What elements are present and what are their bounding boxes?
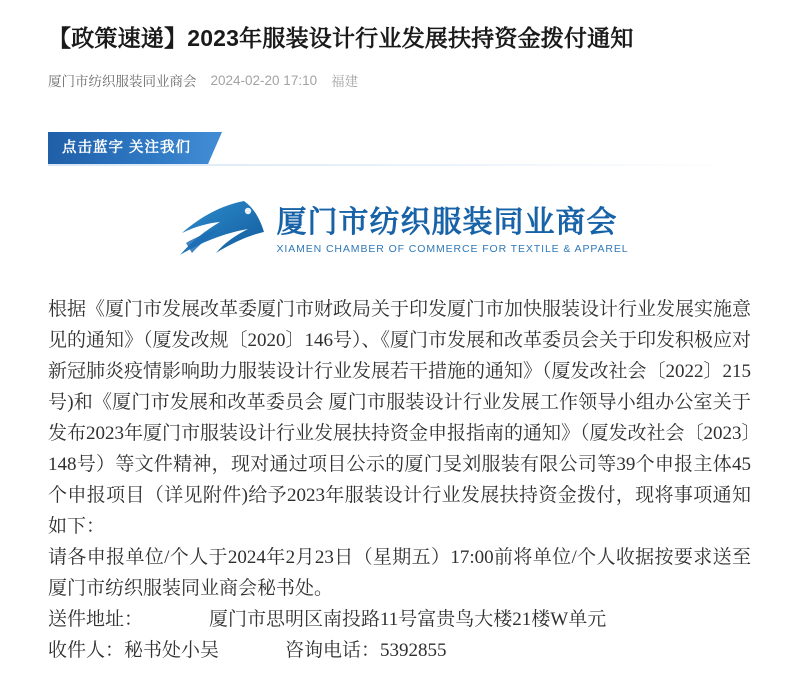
banner-arrow-tail [208,132,222,164]
article-body [48,294,751,666]
banner-underline-divider [48,164,751,166]
body-paragraph-2: 请各申报单位/个人于2024年2月23日（星期五）17:00前将单位/个人收据按要求送至厦门市纺织服装同业商会秘书处。 [48,547,751,600]
body-paragraph-1: 根据《厦门市发展改革委厦门市财政局关于印发厦门市加快服装设计行业发展实施意见的通知》（厦发改规〔2020〕146号）、《厦门市发展和改革委员会关于印发积极应对新冠肺炎疫情影响助力服装设计行业发展若干措施的通知》（厦发改社会〔2022〕215号)和《厦门市发展和改革委员会 厦门市服装设计行业发展工作领导小组办公室关于发布2023年厦门市服装设计行业发展扶持资金申报指南的通知》（厦发改社会〔2023〕148号）等文件精神，现对通过项目公示的厦门旻刘服装有限公司等39个申报主体45个申报项目（详见附件)给予2023年服装设计行业发展扶持资金拨付，现将事项通知如下： [48,299,752,538]
address-value: 厦门市思明区南投路11号富贵鸟大楼21楼W单元 [209,609,607,631]
logo-chinese-name: 厦门市纺织服装同业商会 [276,205,618,239]
publish-date: 2024-02-20 17:10 [210,72,318,88]
logo-inner [170,199,628,261]
follow-banner-label: 点击蓝字 关注我们 [62,140,192,157]
logo-text-block [276,206,628,255]
contact-line [48,635,751,666]
address-label: 送件地址： [48,609,144,631]
chamber-logo [48,184,751,276]
bird-wing-logo-icon [170,199,266,261]
account-name[interactable]: 厦门市纺织服装同业商会 [48,74,197,90]
address-line [48,604,751,635]
phone-label: 咨询电话：5392855 [285,640,447,662]
follow-banner[interactable] [48,132,220,164]
receiver-label: 收件人：秘书处小吴 [48,640,220,662]
article-meta [48,70,751,90]
page-title: 【政策速递】2023年服装设计行业发展扶持资金拨付通知 [48,25,634,51]
publish-location: 福建 [331,74,359,90]
logo-english-name: XIAMEN CHAMBER OF COMMERCE FOR TEXTILE & APPAREL [276,242,629,255]
